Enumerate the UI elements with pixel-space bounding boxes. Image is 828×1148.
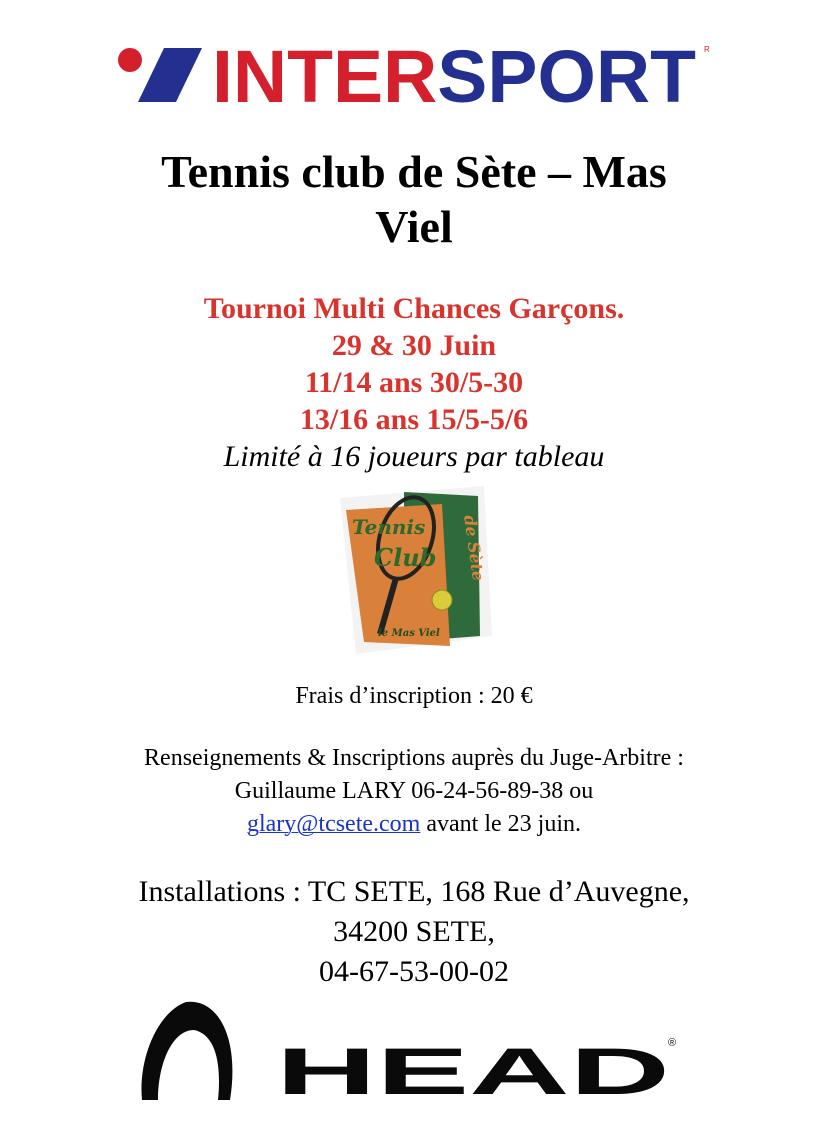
intersport-text-blue: SPORT (437, 40, 693, 110)
contact-info (0, 742, 828, 841)
club-logo-text-tennis: Tennis (352, 515, 426, 539)
contact-line-1: Renseignements & Inscriptions auprès du Juge-Arbitre : (144, 745, 684, 771)
tournament-category-1: 11/14 ans 30/5-30 (304, 366, 524, 399)
title-line-1: Tennis club de Sète – Mas (161, 146, 667, 197)
venue-address: Installations : TC SETE, 168 Rue d’Auvegne, (138, 875, 690, 908)
contact-deadline: avant le 23 juin. (420, 811, 581, 837)
contact-line-2: Guillaume LARY 06-24-56-89-38 ou (234, 778, 594, 804)
tournament-name: Tournoi Multi Chances Garçons. (203, 292, 625, 325)
venue-phone: 04-67-53-00-02 (319, 955, 509, 988)
contact-email-link[interactable]: glary@tcsete.com (246, 811, 421, 837)
intersport-text-red: INTER (212, 40, 434, 110)
tennis-ball-icon (432, 590, 452, 610)
venue-info (0, 872, 828, 992)
tennis-club-logo (334, 486, 494, 656)
tournament-category-2: 13/16 ans 15/5-5/6 (299, 403, 529, 436)
page-title (0, 144, 828, 254)
contact-line-3 (0, 808, 828, 841)
club-logo-text-club: Club (374, 543, 437, 572)
venue-city: 34200 SETE, (333, 915, 495, 948)
registration-fee: Frais d’inscription : 20 € (295, 683, 533, 709)
intersport-logo (116, 40, 712, 110)
intersport-dot-icon (118, 48, 142, 72)
intersport-swoosh-icon (138, 48, 202, 102)
club-logo-text-bottom: le Mas Viel (378, 628, 440, 639)
head-registered-mark: ® (668, 1037, 677, 1049)
svg-text:INTERSPORT (212, 40, 696, 110)
head-swoosh-icon (141, 1002, 232, 1100)
club-logo-text-side: de Sète (460, 513, 489, 583)
tournament-dates: 29 & 30 Juin (331, 329, 497, 362)
tournament-info (0, 290, 828, 474)
title-line-2: Viel (375, 201, 453, 252)
intersport-registered-mark: R (704, 45, 710, 54)
head-logo-text: HEAD (276, 1034, 670, 1108)
tournament-limit: Limité à 16 joueurs par tableau (223, 440, 605, 473)
head-logo (128, 998, 688, 1108)
